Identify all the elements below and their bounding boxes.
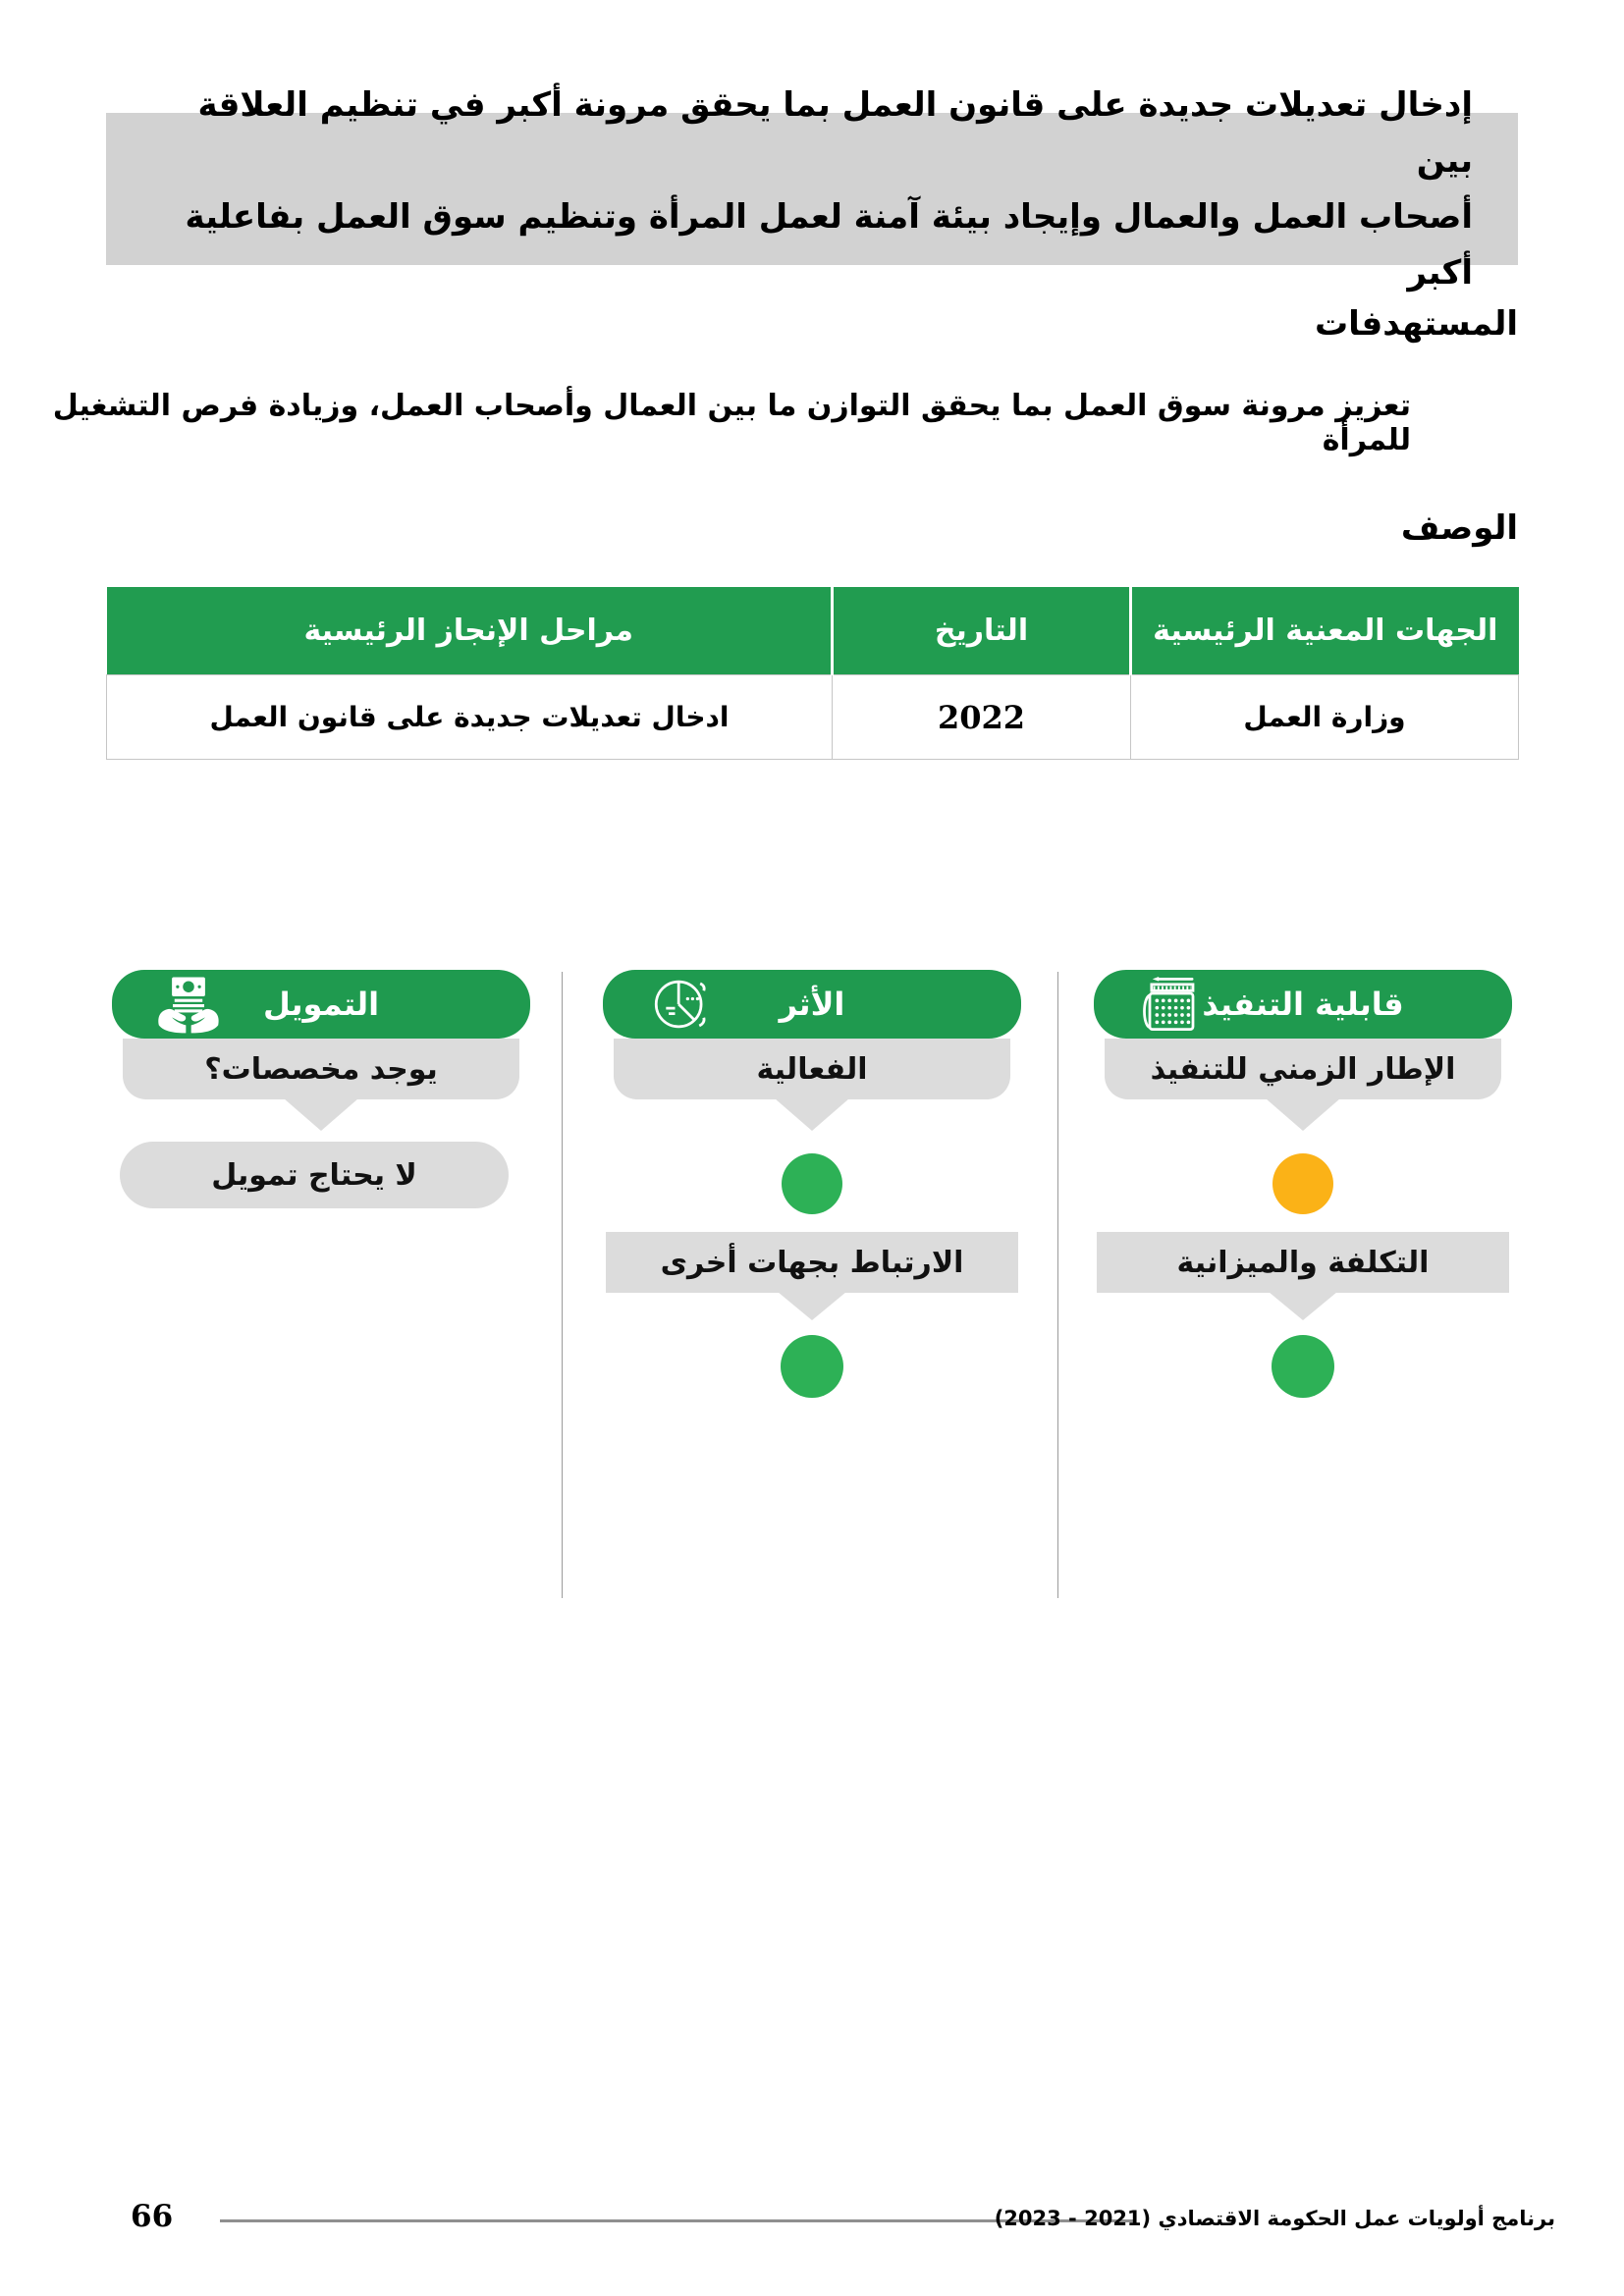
page-number: 66	[131, 2199, 174, 2234]
funding-title: التمويل	[262, 986, 380, 1023]
targets-heading: المستهدفات	[1315, 304, 1518, 344]
header-main-entities: الجهات المعنية الرئيسية	[1131, 587, 1519, 675]
funding-note: لا يحتاج تمويل	[120, 1142, 509, 1208]
feasibility-item-cost: التكلفة والميزانية	[1097, 1232, 1509, 1293]
cell-main-entity: وزارة العمل	[1131, 675, 1519, 760]
status-circle-green	[1272, 1335, 1334, 1398]
objective-title-line1: إدخال تعديلات جديدة على قانون العمل بما يحقق مرونة أكبر في تنظيم العلاقة بين	[197, 84, 1473, 181]
status-circle-green	[782, 1153, 842, 1214]
status-circle-green	[781, 1335, 843, 1398]
objective-title-line2: أصحاب العمل والعمال وإيجاد بيئة آمنة لعمل المرأة وتنظيم سوق العمل بفاعلية أكبر	[185, 196, 1473, 293]
column-divider	[1057, 972, 1058, 1598]
objective-title-box	[106, 84, 1518, 293]
header-date: التاريخ	[833, 587, 1131, 675]
impact-title: الأثر	[779, 986, 845, 1023]
pie-chart-icon	[648, 975, 713, 1034]
column-divider	[562, 972, 563, 1598]
cell-milestone: ادخال تعديلات جديدة على قانون العمل	[107, 675, 833, 760]
cell-date: 2022	[833, 675, 1131, 760]
impact-header	[603, 970, 1021, 1039]
description-table	[106, 587, 1519, 760]
panel-impact	[596, 970, 1028, 1398]
footer-program-title: برنامج أولويات عمل الحكومة الاقتصادي (2021 - 2023)	[994, 2207, 1555, 2230]
funding-item-allocations: يوجد مخصصات؟	[123, 1039, 519, 1099]
hands-money-icon	[157, 974, 220, 1035]
feasibility-header	[1094, 970, 1512, 1039]
table-row	[107, 675, 1519, 760]
targets-text: تعزيز مرونة سوق العمل بما يحقق التوازن ما بين العمال وأصحاب العمل، وزيادة فرص التشغيل للمرأة	[52, 389, 1411, 457]
panel-feasibility	[1087, 970, 1519, 1398]
feasibility-title: قابلية التنفيذ	[1202, 986, 1404, 1023]
status-circle-yellow	[1272, 1153, 1333, 1214]
panel-funding	[105, 970, 537, 1208]
header-milestones: مراحل الإنجاز الرئيسية	[107, 587, 833, 675]
impact-item-effectiveness: الفعالية	[614, 1039, 1010, 1099]
description-heading: الوصف	[1400, 508, 1518, 548]
impact-item-linkage: الارتباط بجهات أخرى	[606, 1232, 1018, 1293]
calendar-plan-icon	[1139, 975, 1204, 1034]
table-header-row	[107, 587, 1519, 675]
funding-header	[112, 970, 530, 1039]
feasibility-item-timeframe: الإطار الزمني للتنفيذ	[1105, 1039, 1501, 1099]
